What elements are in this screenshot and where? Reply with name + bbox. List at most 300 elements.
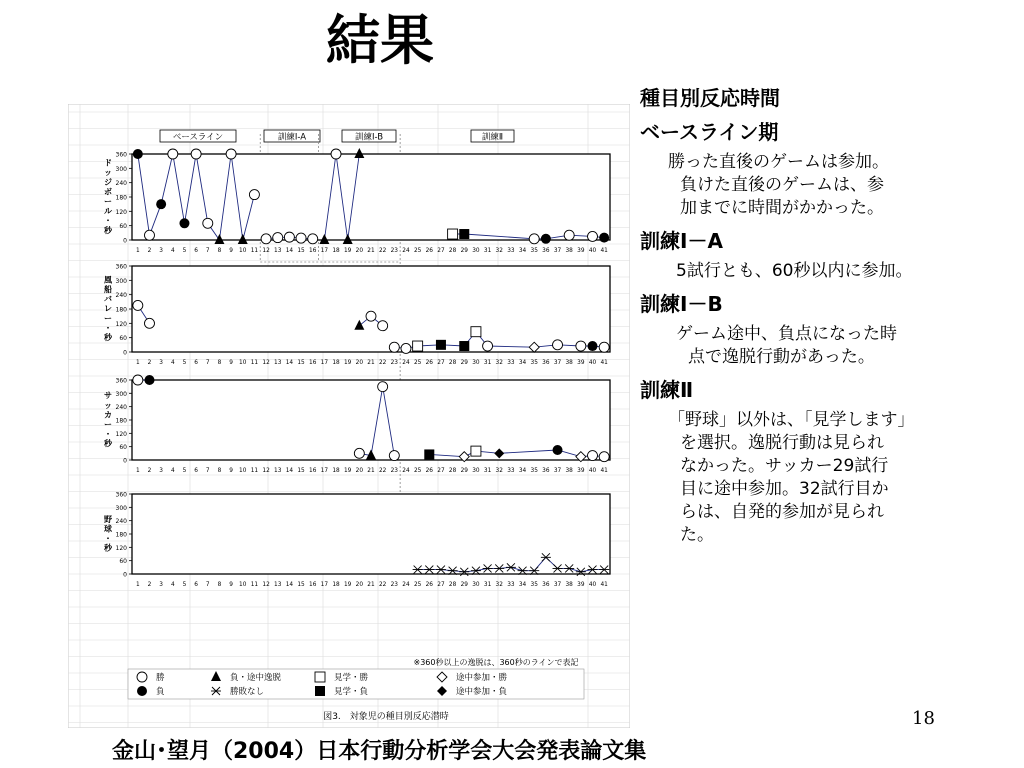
data-point-win — [203, 218, 213, 228]
x-tick-label: 15 — [297, 582, 305, 588]
x-tick-label: 21 — [367, 248, 375, 254]
data-point-win — [284, 232, 294, 242]
x-tick-label: 38 — [565, 360, 573, 366]
x-tick-label: 6 — [194, 248, 198, 254]
notes-line: ゲーム途中、負点になった時 — [676, 324, 897, 344]
marker-open-circle — [553, 340, 563, 350]
x-tick-label: 16 — [309, 360, 317, 366]
data-point-win — [553, 340, 563, 350]
marker-open-circle — [133, 300, 143, 310]
data-point-watch_lose — [436, 340, 446, 350]
x-tick-label: 25 — [413, 360, 422, 366]
data-point-win — [366, 311, 376, 321]
x-tick-label: 11 — [250, 582, 259, 588]
x-tick-label: 3 — [159, 468, 163, 474]
legend-label: 勝敗なし — [230, 687, 265, 697]
x-tick-label: 31 — [483, 582, 492, 588]
notes-training-ia-text — [676, 260, 970, 283]
legend-label: 負 — [156, 687, 165, 697]
x-tick-label: 7 — [205, 360, 210, 366]
x-tick-label: 24 — [402, 360, 410, 366]
marker-open-circle — [331, 149, 341, 159]
data-point-win — [137, 672, 147, 682]
x-tick-label: 11 — [250, 360, 259, 366]
marker-filled-circle — [133, 149, 143, 159]
marker-open-circle — [401, 343, 411, 353]
data-point-win — [133, 300, 143, 310]
x-tick-label: 11 — [250, 468, 259, 474]
x-tick-label: 33 — [507, 582, 515, 588]
marker-open-circle — [273, 233, 283, 243]
x-tick-label: 35 — [530, 582, 538, 588]
notes-heading-training-ib: 訓練Ⅰ－B — [640, 292, 723, 316]
x-tick-label: 13 — [274, 248, 282, 254]
x-tick-label: 5 — [182, 582, 187, 588]
marker-open-circle — [576, 341, 586, 351]
y-tick-label: 180 — [115, 417, 127, 425]
notes-line: た。 — [680, 525, 714, 545]
y-tick-label: 240 — [115, 292, 127, 300]
data-point-win — [191, 149, 201, 159]
x-tick-label: 3 — [159, 582, 163, 588]
data-point-lose — [599, 233, 609, 243]
y-tick-label: 300 — [115, 504, 127, 512]
marker-open-circle — [599, 452, 609, 462]
y-tick-label: 120 — [115, 544, 127, 552]
x-tick-label: 8 — [217, 360, 222, 366]
x-tick-label: 27 — [437, 248, 445, 254]
x-tick-label: 30 — [472, 248, 480, 254]
data-point-watch_lose — [459, 229, 469, 239]
y-tick-label: 240 — [115, 180, 127, 188]
x-tick-label: 37 — [553, 468, 562, 474]
x-tick-label: 16 — [309, 582, 317, 588]
x-tick-label: 39 — [577, 468, 585, 474]
x-tick-label: 7 — [205, 468, 210, 474]
notes-heading-training-ii: 訓練Ⅱ — [640, 378, 694, 402]
x-tick-label: 37 — [553, 582, 562, 588]
data-point-win — [529, 234, 539, 244]
reaction-latency-chart — [68, 104, 630, 728]
panel-y-label: 風船バレー・秒 — [104, 275, 112, 342]
data-point-win — [144, 230, 154, 240]
data-point-win — [331, 149, 341, 159]
marker-open-circle — [588, 451, 598, 461]
x-tick-label: 30 — [472, 582, 480, 588]
x-tick-label: 22 — [378, 468, 387, 474]
x-tick-label: 28 — [448, 468, 457, 474]
x-tick-label: 34 — [518, 582, 527, 588]
data-point-watch_win — [315, 672, 325, 682]
x-tick-label: 3 — [159, 248, 163, 254]
x-tick-label: 2 — [147, 248, 152, 254]
y-tick-label: 0 — [123, 457, 127, 465]
x-tick-label: 23 — [390, 360, 399, 366]
marker-open-circle — [137, 672, 147, 682]
panel-y-label: サッカー・秒 — [104, 391, 112, 449]
x-tick-label: 6 — [194, 468, 198, 474]
figure-3 — [68, 104, 630, 728]
marker-filled-circle — [156, 199, 166, 209]
x-tick-label: 41 — [600, 582, 608, 588]
x-tick-label: 8 — [217, 468, 222, 474]
marker-open-circle — [564, 230, 574, 240]
marker-open-circle — [296, 233, 306, 243]
y-tick-label: 0 — [123, 237, 127, 245]
panel-frame — [132, 380, 610, 460]
x-tick-label: 19 — [343, 360, 352, 366]
x-tick-label: 4 — [170, 468, 175, 474]
x-tick-label: 36 — [542, 248, 550, 254]
phase-label: 訓練Ⅰ-B — [354, 132, 384, 143]
notes-line: 目に途中参加。32試行目か — [680, 479, 889, 499]
x-tick-label: 2 — [147, 360, 152, 366]
x-tick-label: 5 — [182, 360, 187, 366]
x-tick-label: 22 — [378, 360, 387, 366]
data-point-win — [378, 321, 388, 331]
x-tick-label: 1 — [135, 360, 140, 366]
marker-filled-circle — [599, 233, 609, 243]
x-tick-label: 15 — [297, 360, 305, 366]
panel-frame — [132, 494, 610, 574]
data-point-win — [273, 233, 283, 243]
marker-open-circle — [389, 451, 399, 461]
notes-line: 加までに時間がかかった。 — [680, 198, 884, 218]
x-tick-label: 17 — [320, 248, 329, 254]
marker-open-circle — [599, 342, 609, 352]
x-tick-label: 13 — [274, 468, 282, 474]
x-tick-label: 35 — [530, 248, 538, 254]
x-tick-label: 30 — [472, 360, 480, 366]
notes-training-ii-text — [668, 409, 970, 547]
notes-heading-baseline: ベースライン期 — [640, 120, 779, 144]
marker-open-circle — [261, 234, 271, 244]
x-tick-label: 23 — [390, 582, 399, 588]
citation: 金山･望月（2004）日本行動分析学会大会発表論文集 — [112, 739, 647, 764]
x-tick-label: 4 — [170, 582, 175, 588]
data-point-lose — [588, 341, 598, 351]
legend-label: 負・途中逸脱 — [230, 673, 282, 683]
data-point-win — [576, 341, 586, 351]
data-point-watch_win — [471, 327, 481, 337]
notes-line: 点で逸脱行動があった。 — [688, 347, 875, 367]
marker-filled-circle — [588, 341, 598, 351]
legend-label: 途中参加・勝 — [456, 673, 508, 683]
y-tick-label: 360 — [115, 377, 127, 385]
x-tick-label: 20 — [355, 582, 364, 588]
x-tick-label: 25 — [413, 468, 422, 474]
x-tick-label: 28 — [448, 248, 457, 254]
data-point-win — [144, 318, 154, 328]
x-tick-label: 3 — [159, 360, 163, 366]
panel-frame — [132, 266, 610, 352]
data-point-watch_lose — [459, 341, 469, 351]
x-tick-label: 10 — [239, 360, 247, 366]
x-tick-label: 36 — [542, 468, 550, 474]
data-point-watch_lose — [315, 686, 325, 696]
x-tick-label: 15 — [297, 248, 305, 254]
x-tick-label: 11 — [250, 248, 259, 254]
y-tick-label: 60 — [119, 223, 127, 231]
y-tick-label: 60 — [119, 444, 127, 452]
x-tick-label: 24 — [402, 582, 410, 588]
x-tick-label: 31 — [483, 468, 492, 474]
marker-open-square — [471, 327, 481, 337]
x-tick-label: 39 — [577, 248, 585, 254]
x-tick-label: 9 — [229, 582, 233, 588]
x-tick-label: 20 — [355, 468, 364, 474]
notes-line: 負けた直後のゲームは、参 — [680, 175, 884, 195]
data-point-win — [249, 190, 259, 200]
x-tick-label: 38 — [565, 468, 573, 474]
x-tick-label: 40 — [588, 360, 597, 366]
y-tick-label: 60 — [119, 558, 127, 566]
x-tick-label: 39 — [577, 360, 585, 366]
legend-label: 見学・勝 — [334, 673, 369, 683]
data-point-win — [296, 233, 306, 243]
marker-filled-circle — [144, 375, 154, 385]
y-tick-label: 0 — [123, 349, 127, 357]
marker-open-circle — [354, 448, 364, 458]
marker-open-circle — [529, 234, 539, 244]
x-tick-label: 14 — [285, 468, 294, 474]
notes-heading-training-ia: 訓練Ⅰ－A — [640, 229, 723, 253]
marker-open-circle — [144, 318, 154, 328]
marker-filled-circle — [541, 234, 551, 244]
x-tick-label: 22 — [378, 582, 387, 588]
x-tick-label: 16 — [309, 248, 317, 254]
marker-open-circle — [389, 342, 399, 352]
notes-line: を選択。逸脱行動は見られ — [680, 433, 884, 453]
data-point-lose — [156, 199, 166, 209]
x-tick-label: 12 — [262, 468, 270, 474]
x-tick-label: 36 — [542, 582, 550, 588]
x-tick-label: 26 — [425, 360, 433, 366]
x-tick-label: 41 — [600, 248, 608, 254]
x-tick-label: 1 — [135, 248, 140, 254]
x-tick-label: 16 — [309, 468, 317, 474]
data-point-win — [378, 382, 388, 392]
x-tick-label: 23 — [390, 248, 399, 254]
x-tick-label: 29 — [460, 582, 468, 588]
notes-line: なかった。サッカー29試行 — [680, 456, 889, 476]
data-point-win — [354, 448, 364, 458]
marker-filled-square — [315, 686, 325, 696]
legend-label: 見学・負 — [334, 687, 369, 697]
x-tick-label: 12 — [262, 360, 270, 366]
x-tick-label: 31 — [483, 360, 492, 366]
y-tick-label: 60 — [119, 335, 127, 343]
y-tick-label: 0 — [123, 571, 127, 579]
x-tick-label: 33 — [507, 468, 515, 474]
x-tick-label: 24 — [402, 468, 410, 474]
x-tick-label: 9 — [229, 468, 233, 474]
x-tick-label: 4 — [170, 360, 175, 366]
x-tick-label: 25 — [413, 248, 422, 254]
x-tick-label: 6 — [194, 582, 198, 588]
marker-filled-square — [436, 340, 446, 350]
x-tick-label: 19 — [343, 468, 352, 474]
x-tick-label: 7 — [205, 582, 210, 588]
data-point-watch_win — [448, 229, 458, 239]
x-tick-label: 18 — [332, 360, 340, 366]
x-tick-label: 30 — [472, 468, 480, 474]
marker-open-circle — [366, 311, 376, 321]
x-tick-label: 27 — [437, 582, 445, 588]
marker-open-circle — [588, 231, 598, 241]
x-tick-label: 14 — [285, 248, 294, 254]
x-tick-label: 32 — [495, 468, 503, 474]
x-tick-label: 34 — [518, 468, 527, 474]
marker-open-circle — [483, 341, 493, 351]
y-tick-label: 240 — [115, 404, 127, 412]
x-tick-label: 33 — [507, 248, 515, 254]
x-tick-label: 4 — [170, 248, 175, 254]
x-tick-label: 12 — [262, 582, 270, 588]
x-tick-label: 26 — [425, 248, 433, 254]
data-point-win — [599, 452, 609, 462]
marker-open-circle — [191, 149, 201, 159]
x-tick-label: 40 — [588, 248, 597, 254]
x-tick-label: 25 — [413, 582, 422, 588]
x-tick-label: 6 — [194, 360, 198, 366]
x-tick-label: 29 — [460, 360, 468, 366]
x-tick-label: 34 — [518, 248, 527, 254]
x-tick-label: 15 — [297, 468, 305, 474]
x-tick-label: 19 — [343, 582, 352, 588]
data-point-win — [226, 149, 236, 159]
marker-open-circle — [249, 190, 259, 200]
marker-open-circle — [144, 230, 154, 240]
x-tick-label: 7 — [205, 248, 210, 254]
x-tick-label: 27 — [437, 468, 445, 474]
phase-label: 訓練Ⅰ-A — [277, 132, 307, 143]
legend-label: 途中参加・負 — [456, 687, 508, 697]
data-point-lose — [541, 234, 551, 244]
y-tick-label: 240 — [115, 518, 127, 526]
data-point-win — [389, 451, 399, 461]
x-tick-label: 10 — [239, 248, 247, 254]
data-point-watch_win — [413, 341, 423, 351]
x-tick-label: 28 — [448, 582, 457, 588]
panel-y-label: ドッジボール・秒 — [104, 158, 112, 235]
panel-y-label: 野球・秒 — [104, 514, 112, 553]
x-tick-label: 26 — [425, 468, 433, 474]
data-point-win — [483, 341, 493, 351]
data-point-win — [133, 375, 143, 385]
marker-open-square — [471, 446, 481, 456]
data-point-win — [588, 451, 598, 461]
x-tick-label: 27 — [437, 360, 445, 366]
x-tick-label: 21 — [367, 468, 375, 474]
x-tick-label: 19 — [343, 248, 352, 254]
chart-footnote: ※360秒以上の逸脱は、360秒のラインで表記 — [413, 658, 579, 667]
marker-open-circle — [168, 149, 178, 159]
marker-filled-square — [459, 229, 469, 239]
x-tick-label: 40 — [588, 468, 597, 474]
x-tick-label: 32 — [495, 248, 503, 254]
x-tick-label: 29 — [460, 468, 468, 474]
x-tick-label: 17 — [320, 468, 329, 474]
notes-training-ib-text — [676, 323, 970, 369]
x-tick-label: 31 — [483, 248, 492, 254]
notes-line: 勝った直後のゲームは参加。 — [668, 152, 889, 172]
page-number: 18 — [912, 708, 935, 729]
x-tick-label: 14 — [285, 360, 294, 366]
y-tick-label: 360 — [115, 151, 127, 159]
x-tick-label: 28 — [448, 360, 457, 366]
data-point-win — [588, 231, 598, 241]
marker-filled-circle — [137, 686, 147, 696]
x-tick-label: 38 — [565, 582, 573, 588]
data-point-lose — [553, 445, 563, 455]
figure-caption: 図3. 対象児の種目別反応潜時 — [323, 712, 449, 722]
x-tick-label: 13 — [274, 582, 282, 588]
x-tick-label: 41 — [600, 360, 608, 366]
x-tick-label: 32 — [495, 360, 503, 366]
data-point-win — [599, 342, 609, 352]
y-tick-label: 180 — [115, 531, 127, 539]
marker-open-square — [413, 341, 423, 351]
y-tick-label: 360 — [115, 491, 127, 499]
marker-open-circle — [378, 382, 388, 392]
x-tick-label: 12 — [262, 248, 270, 254]
x-tick-label: 26 — [425, 582, 433, 588]
x-tick-label: 18 — [332, 582, 340, 588]
x-tick-label: 36 — [542, 360, 550, 366]
x-tick-label: 20 — [355, 248, 364, 254]
y-tick-label: 300 — [115, 277, 127, 285]
slide-title: 結果 — [326, 9, 434, 72]
data-point-lose — [144, 375, 154, 385]
x-tick-label: 32 — [495, 582, 503, 588]
results-notes — [640, 80, 970, 553]
marker-filled-square — [459, 341, 469, 351]
x-tick-label: 20 — [355, 360, 364, 366]
x-tick-label: 8 — [217, 582, 222, 588]
marker-open-circle — [203, 218, 213, 228]
x-tick-label: 23 — [390, 468, 399, 474]
data-point-win — [389, 342, 399, 352]
x-tick-label: 2 — [147, 468, 152, 474]
x-tick-label: 37 — [553, 360, 562, 366]
notes-baseline-text — [668, 151, 970, 220]
x-tick-label: 29 — [460, 248, 468, 254]
data-point-watch_win — [471, 446, 481, 456]
y-tick-label: 300 — [115, 165, 127, 173]
x-tick-label: 14 — [285, 582, 294, 588]
data-point-win — [261, 234, 271, 244]
x-tick-label: 8 — [217, 248, 222, 254]
data-point-lose — [133, 149, 143, 159]
marker-filled-circle — [179, 218, 189, 228]
marker-open-circle — [308, 234, 318, 244]
x-tick-label: 34 — [518, 360, 527, 366]
data-point-win — [401, 343, 411, 353]
x-tick-label: 1 — [135, 582, 140, 588]
notes-line: らは、自発的参加が見られ — [680, 502, 884, 522]
marker-filled-square — [424, 449, 434, 459]
data-point-win — [168, 149, 178, 159]
x-tick-label: 1 — [135, 468, 140, 474]
y-tick-label: 120 — [115, 208, 127, 216]
x-tick-label: 24 — [402, 248, 410, 254]
x-tick-label: 17 — [320, 360, 329, 366]
notes-line: 5試行とも、60秒以内に参加。 — [676, 261, 913, 281]
marker-open-square — [448, 229, 458, 239]
legend-label: 勝 — [156, 673, 165, 683]
data-point-win — [308, 234, 318, 244]
